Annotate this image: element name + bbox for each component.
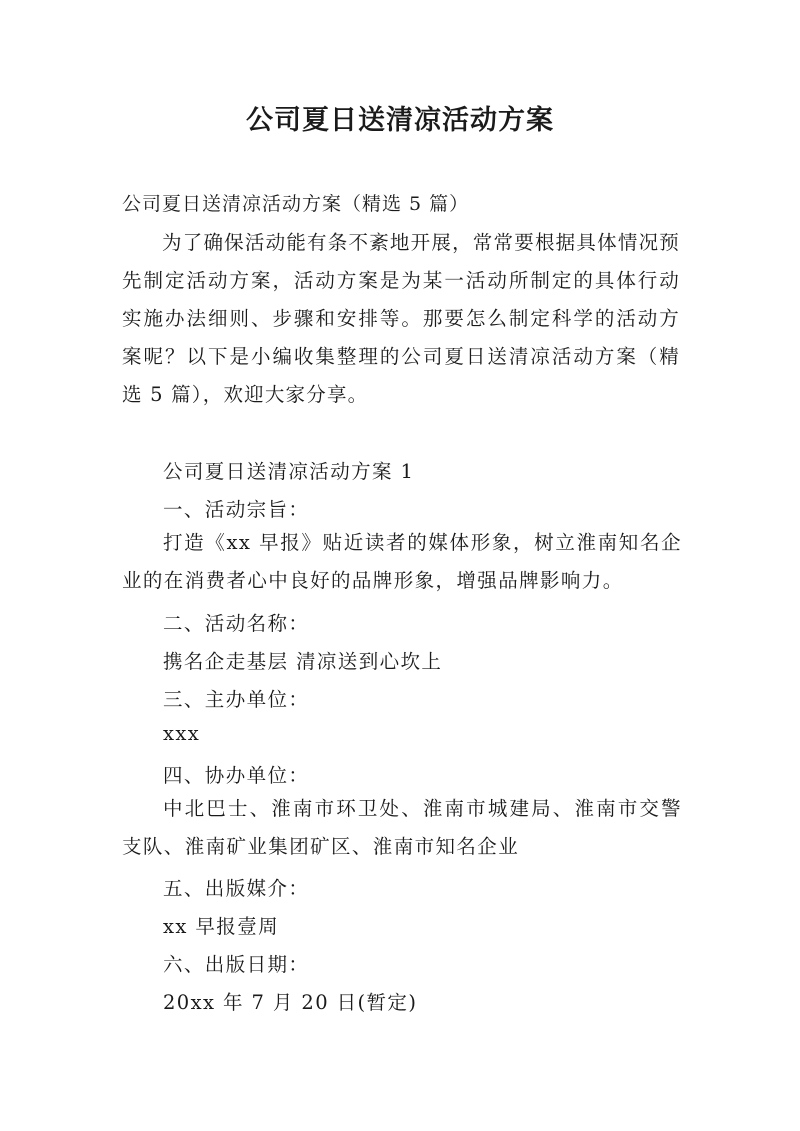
content-media: xx 早报壹周 <box>163 915 279 938</box>
content-co-organizers: 中北巴士、淮南市环卫处、淮南市城建局、淮南市交警支队、淮南矿业集团矿区、淮南市知名企业 <box>122 797 682 858</box>
content-purpose: 打造《xx 早报》贴近读者的媒体形象，树立淮南知名企业的在消费者心中良好的品牌形象，增强品牌影响力。 <box>122 531 682 592</box>
intro-paragraph: 为了确保活动能有条不紊地开展，常常要根据具体情况预先制定活动方案，活动方案是为某一活动所制定的具体行动实施办法细则、步骤和安排等。那要怎么制定科学的活动方案呢？以下是小编收集整理的公司夏日送清凉活动方案（精选 5 篇），欢迎大家分享。 <box>122 231 680 406</box>
section-title: 公司夏日送清凉活动方案 1 <box>163 460 415 483</box>
heading-activity-name: 二、活动名称： <box>163 612 310 635</box>
content-publish-date: 20xx 年 7 月 20 日(暂定) <box>163 991 418 1014</box>
content-activity-name: 携名企走基层 清凉送到心坎上 <box>163 650 443 673</box>
heading-co-organizers: 四、协办单位： <box>163 764 310 787</box>
content-organizer: xxx <box>163 722 201 745</box>
heading-organizer: 三、主办单位： <box>163 688 310 711</box>
heading-media: 五、出版媒介： <box>163 877 310 900</box>
document-subtitle: 公司夏日送清凉活动方案（精选 5 篇） <box>122 193 470 215</box>
heading-publish-date: 六、出版日期： <box>163 953 310 976</box>
document-title: 公司夏日送清凉活动方案 <box>246 105 554 136</box>
heading-purpose: 一、活动宗旨： <box>163 498 310 521</box>
